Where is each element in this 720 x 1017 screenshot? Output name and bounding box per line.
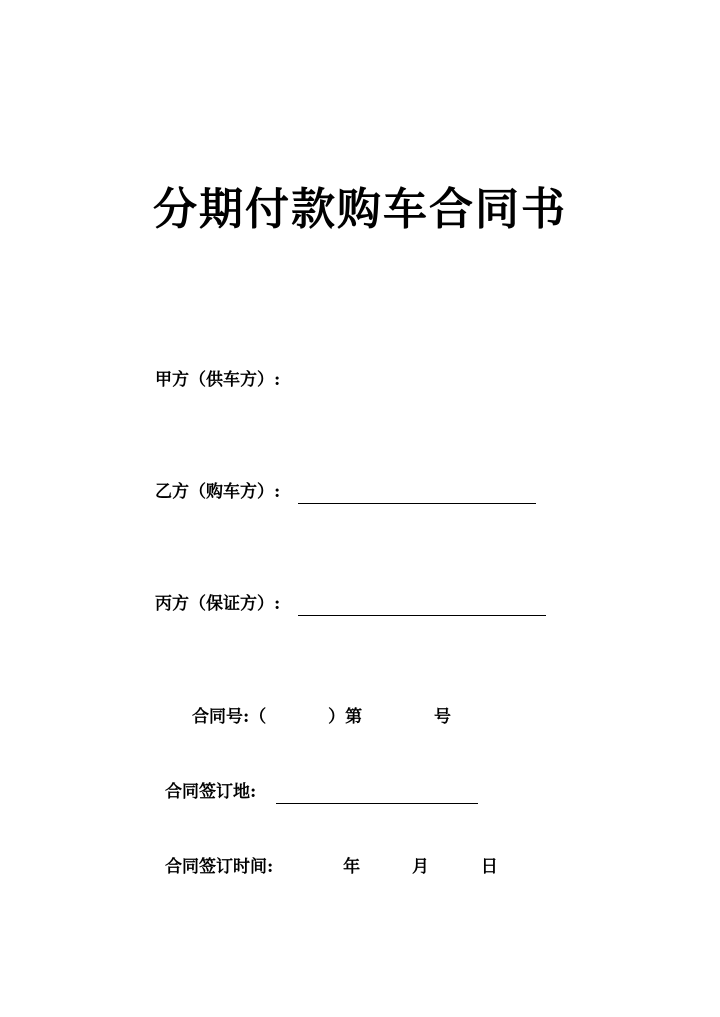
contract-no-label: 合同号:（ (192, 707, 267, 727)
party-c-blank[interactable] (298, 597, 546, 616)
sign-place-blank[interactable] (276, 785, 478, 804)
party-b-row (155, 480, 536, 504)
day-label: 日 (480, 857, 498, 877)
party-c-label: 丙方（保证方）: (155, 594, 281, 614)
party-b-label: 乙方（购车方）: (155, 482, 281, 502)
party-b-blank[interactable] (298, 485, 536, 504)
sign-place-label: 合同签订地: (165, 782, 257, 802)
document-title: 分期付款购车合同书 (153, 184, 567, 235)
sign-time-label: 合同签订时间: (165, 857, 274, 877)
party-a-row (155, 368, 280, 392)
year-label: 年 (343, 857, 361, 877)
party-c-row (155, 592, 546, 616)
contract-no-end: 号 (433, 707, 451, 727)
month-label: 月 (411, 857, 429, 877)
contract-no-mid: ）第 (328, 707, 363, 727)
sign-place-row (165, 780, 478, 804)
party-a-label: 甲方（供车方）: (155, 370, 281, 390)
contract-number-row (192, 705, 451, 729)
sign-time-row (165, 855, 498, 879)
